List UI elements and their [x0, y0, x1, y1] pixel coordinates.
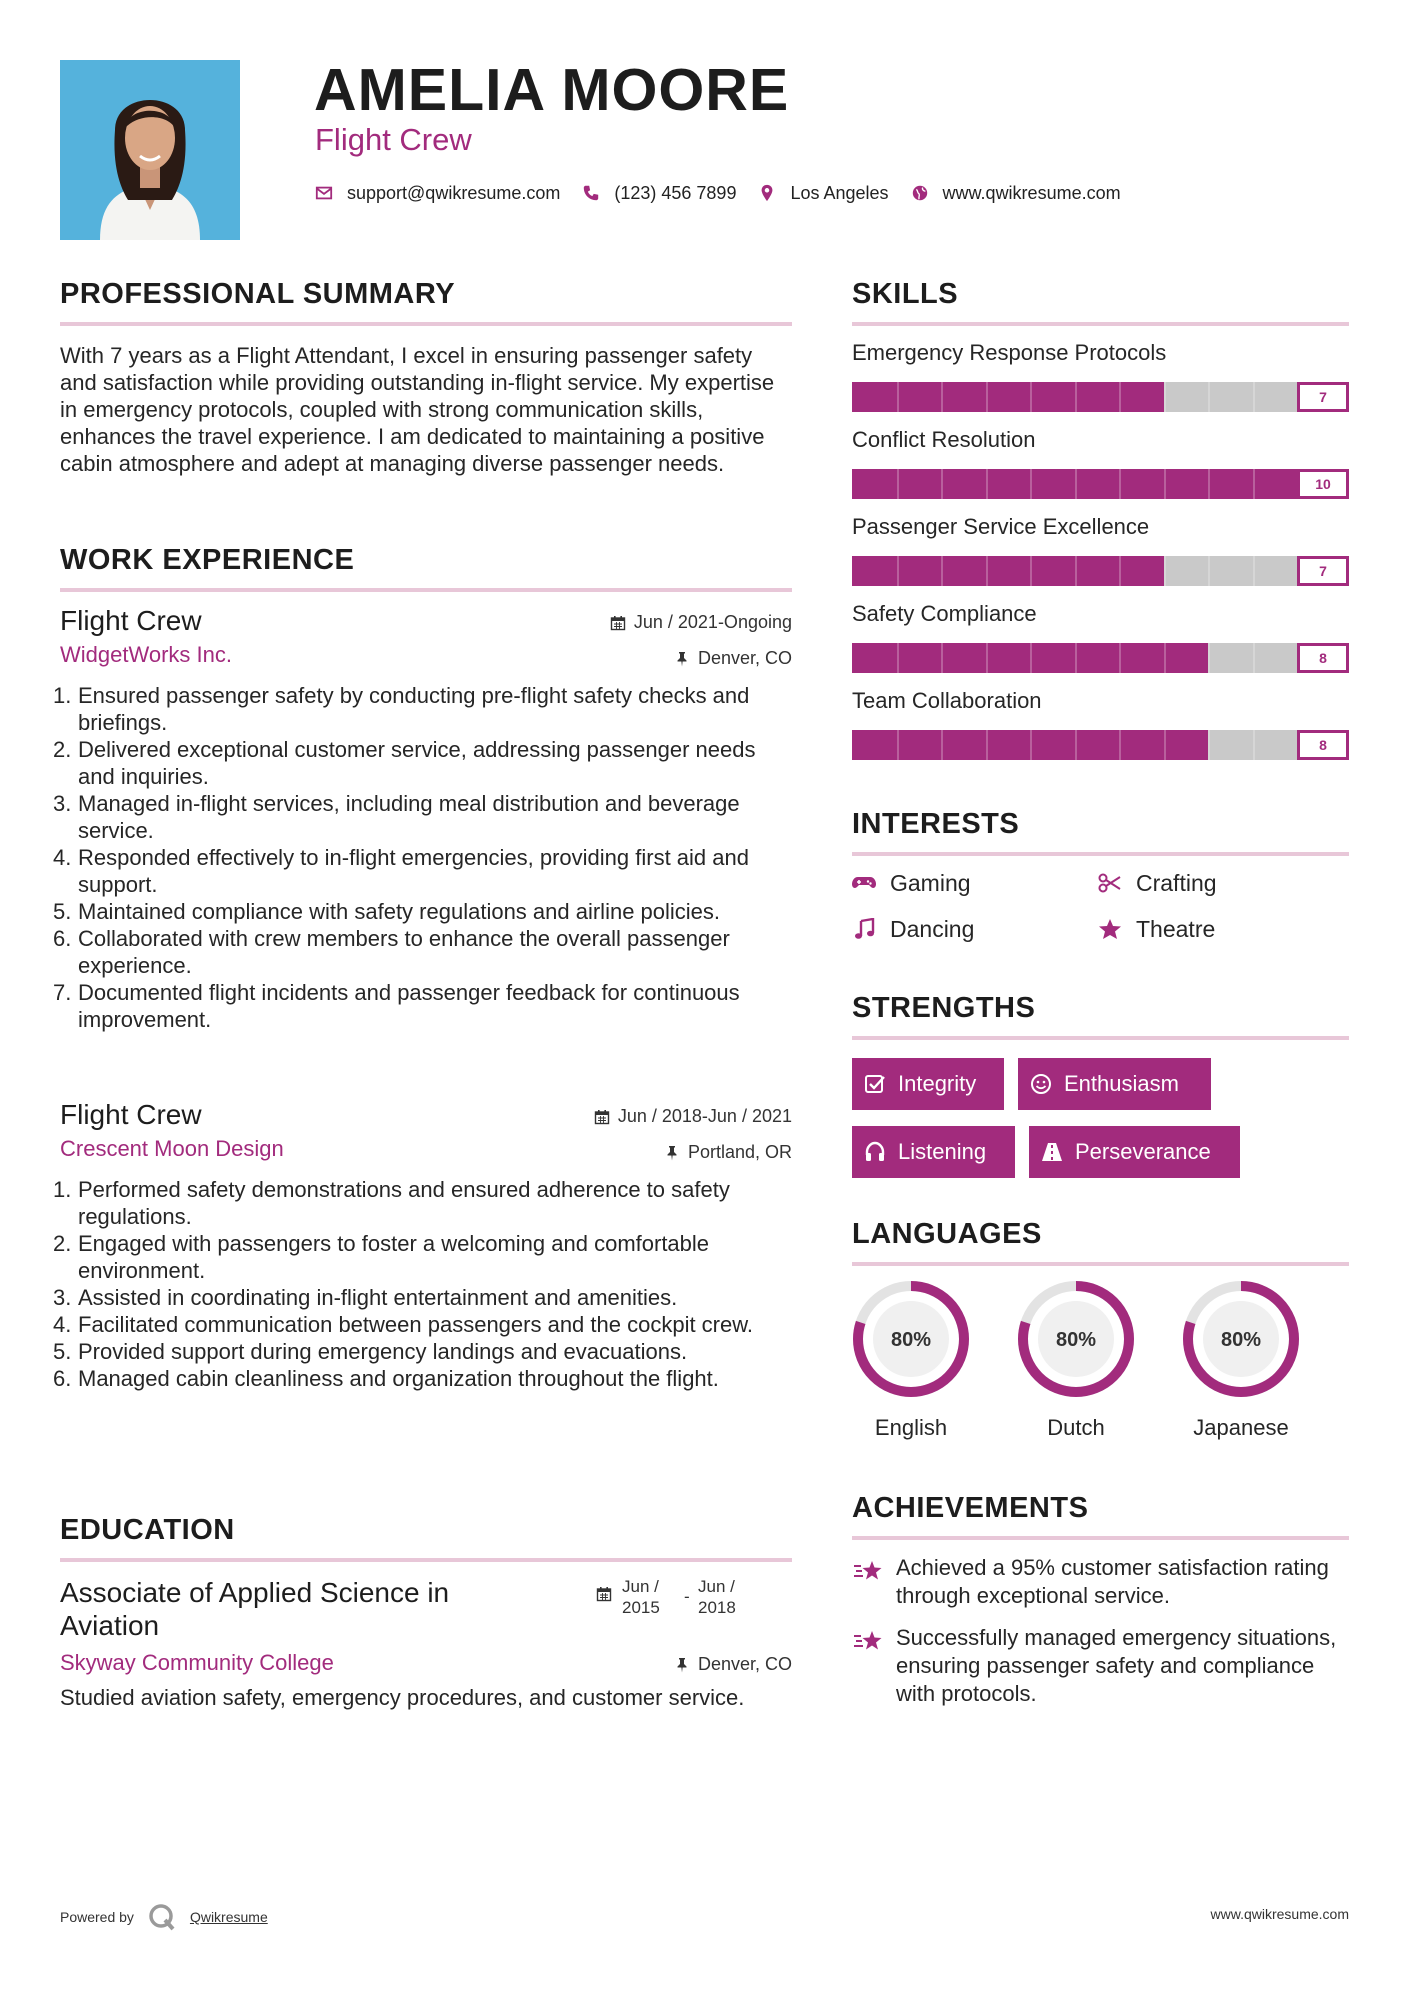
job-location	[674, 648, 792, 669]
skills-section	[852, 276, 1349, 326]
education-start-date: Jun / 2015	[622, 1577, 660, 1617]
job-dates	[610, 612, 792, 633]
list-item: 1. Performed safety demonstrations and ensured adherence to safety regulations.	[53, 1177, 730, 1229]
skill-bar-segment	[1208, 556, 1210, 586]
skill-bar-segment	[1164, 730, 1166, 760]
skill-bar-segment	[1164, 556, 1166, 586]
list-item: 4. Responded effectively to in-flight emergencies, providing first aid and support.	[53, 845, 749, 897]
list-item: 5. Provided support during emergency landings and evacuations.	[53, 1339, 688, 1364]
skill-level-badge: 7	[1297, 382, 1349, 412]
list-item: 5. Maintained compliance with safety regulations and airline policies.	[53, 899, 721, 924]
skill-name: Passenger Service Excellence	[852, 514, 1150, 539]
skill-bar-segment	[1030, 469, 1032, 499]
qwikresume-logo-icon	[148, 1903, 176, 1931]
job-company: WidgetWorks Inc.	[60, 642, 232, 667]
pushpin-icon	[674, 651, 690, 667]
achievements-section	[852, 1490, 1349, 1540]
section-title: EDUCATION	[60, 1514, 235, 1546]
skill-bar-track	[852, 382, 1297, 412]
language-name: English	[874, 1415, 948, 1440]
list-item: 6. Collaborated with crew members to enhance the overall passenger experience.	[53, 926, 730, 978]
skill-bar-segment	[1075, 469, 1077, 499]
education-dates	[596, 1576, 758, 1618]
skill-bar-segment	[897, 730, 899, 760]
job-dates-text: Jun / 2021-Ongoing	[633, 612, 792, 632]
language-ring	[850, 1278, 972, 1400]
contact-email-text: support@qwikresume.com	[347, 182, 561, 203]
skill-bar-segment	[1208, 382, 1210, 412]
list-item: 3. Managed in-flight services, including meal distribution and beverage service.	[53, 791, 740, 843]
strength-label: Integrity	[898, 1071, 977, 1096]
list-item: 4. Facilitated communication between passengers and the cockpit crew.	[53, 1312, 754, 1337]
contact-bar	[315, 178, 1143, 208]
powered-by-label: Powered by	[60, 1909, 134, 1925]
skill-bar-fill	[852, 556, 1164, 586]
skill-bar-segment	[1164, 469, 1166, 499]
skill-bar-segment	[897, 469, 899, 499]
school-name: Skyway Community College	[60, 1650, 334, 1675]
strength-badge	[852, 1126, 1015, 1178]
skill-bar-segment	[941, 643, 943, 673]
skill-name: Team Collaboration	[852, 688, 1042, 713]
languages-section	[852, 1216, 1349, 1266]
section-divider	[60, 1558, 792, 1562]
job-bullets	[53, 1176, 792, 1392]
language-item	[850, 1278, 972, 1442]
interest-item	[1098, 914, 1215, 944]
skill-bar-track	[852, 556, 1297, 586]
date-separator: -	[684, 1587, 690, 1606]
pushpin-icon	[664, 1145, 680, 1161]
job-title: Flight Crew	[60, 1099, 202, 1130]
strengths-section	[852, 990, 1349, 1040]
skill-bar-segment	[941, 382, 943, 412]
job-title: Flight Crew	[60, 605, 202, 636]
envelope-icon	[315, 184, 333, 202]
skill-bar-segment	[1164, 643, 1166, 673]
skill-bar-segment	[986, 382, 988, 412]
calendar-icon	[610, 615, 626, 631]
skill-bar-segment	[1119, 382, 1121, 412]
contact-website-text: www.qwikresume.com	[942, 182, 1121, 203]
skill-bar-segment	[1075, 643, 1077, 673]
list-item: 1. Ensured passenger safety by conducting pre-flight safety checks and briefings.	[53, 683, 750, 735]
education-section	[60, 1512, 792, 1562]
map-pin-icon	[758, 184, 776, 202]
achievement-item	[852, 1624, 1349, 1708]
skill-bar-segment	[1075, 556, 1077, 586]
skill-bar-segment	[1208, 469, 1210, 499]
job-location	[664, 1142, 792, 1163]
skill-bar-segment	[1119, 556, 1121, 586]
section-divider	[852, 1536, 1349, 1540]
job-entry	[53, 604, 792, 1033]
skill-bar-segment	[1208, 730, 1210, 760]
skill-bar-segment	[1075, 730, 1077, 760]
achievement-item	[852, 1554, 1349, 1610]
language-percent: 80%	[890, 1329, 932, 1351]
job-dates	[594, 1106, 792, 1127]
education-location-text: Denver, CO	[697, 1654, 792, 1674]
calendar-icon	[594, 1109, 610, 1125]
interest-label: Theatre	[1136, 916, 1216, 942]
contact-phone-text: (123) 456 7899	[614, 182, 737, 203]
contact-location-text: Los Angeles	[790, 182, 889, 203]
skill-bar-segment	[1253, 730, 1255, 760]
brand-link[interactable]: Qwikresume	[189, 1909, 268, 1925]
achievement-text: Achieved a 95% customer satisfaction rating through exceptional service.	[896, 1555, 1329, 1608]
education-description: Studied aviation safety, emergency procedures, and customer service.	[60, 1685, 745, 1710]
language-name: Dutch	[1047, 1415, 1105, 1440]
phone-icon	[582, 184, 600, 202]
education-location	[674, 1654, 792, 1675]
interest-item	[852, 914, 974, 944]
section-divider	[60, 322, 792, 326]
strength-badge	[1018, 1058, 1211, 1110]
summary-text: With 7 years as a Flight Attendant, I excel in ensuring passenger safety and satisfaction while providing outstanding in-flight service. My expertise in emergency protocols, coupled with strong communication skills, enhances the travel experience. I am dedicated to maintaining a positive cabin atmosphere and adept at managing diverse passenger needs.	[60, 343, 775, 476]
achievement-text: Successfully managed emergency situations, ensuring passenger safety and compliance with protocols.	[896, 1625, 1337, 1706]
skill-item	[852, 338, 1349, 405]
skill-bar-segment	[1119, 469, 1121, 499]
job-entry	[53, 1098, 792, 1392]
skill-bar-fill	[852, 382, 1164, 412]
contact-email[interactable]	[315, 183, 560, 204]
skill-bar-segment	[941, 469, 943, 499]
language-name: Japanese	[1193, 1415, 1289, 1440]
profile-photo	[60, 60, 240, 240]
section-divider	[852, 1262, 1349, 1266]
skill-level-badge: 7	[1297, 556, 1349, 586]
skill-item	[852, 512, 1349, 579]
interest-label: Dancing	[890, 916, 975, 942]
skill-bar-track	[852, 469, 1297, 499]
skill-bar-segment	[941, 556, 943, 586]
calendar-icon	[596, 1586, 612, 1602]
section-title: ACHIEVEMENTS	[852, 1492, 1089, 1524]
education-entry	[60, 1576, 792, 1711]
skill-bar-segment	[1030, 643, 1032, 673]
road-icon	[1041, 1141, 1063, 1163]
skill-item	[852, 425, 1349, 492]
skill-bar-segment	[1253, 382, 1255, 412]
footer-website-link[interactable]: www.qwikresume.com	[1210, 1906, 1349, 1922]
contact-location	[758, 183, 888, 204]
candidate-role: Flight Crew	[315, 122, 472, 157]
section-divider	[852, 1036, 1349, 1040]
skill-bar-segment	[897, 556, 899, 586]
contact-website[interactable]	[911, 183, 1121, 204]
section-title: INTERESTS	[852, 808, 1020, 840]
list-item: 2. Engaged with passengers to foster a welcoming and comfortable environment.	[53, 1231, 710, 1283]
strength-badge	[1029, 1126, 1240, 1178]
skill-bar-track	[852, 643, 1297, 673]
list-item: 3. Assisted in coordinating in-flight entertainment and amenities.	[53, 1285, 678, 1310]
language-item	[1015, 1278, 1137, 1442]
gamepad-icon	[852, 872, 878, 894]
language-ring	[1015, 1278, 1137, 1400]
footer-powered-by	[60, 1903, 268, 1931]
skill-name: Safety Compliance	[852, 601, 1037, 626]
skill-name: Emergency Response Protocols	[852, 340, 1167, 365]
smile-icon	[1030, 1073, 1052, 1095]
list-item: 6. Managed cabin cleanliness and organization throughout the flight.	[53, 1366, 719, 1391]
globe-icon	[911, 184, 929, 202]
shooting-star-icon	[852, 1628, 884, 1656]
candidate-name: AMELIA MOORE	[314, 57, 790, 123]
skill-bar-segment	[1075, 382, 1077, 412]
section-title: STRENGTHS	[852, 992, 1036, 1024]
headphones-icon	[864, 1141, 886, 1163]
job-dates-text: Jun / 2018-Jun / 2021	[617, 1106, 792, 1126]
job-bullets	[53, 682, 792, 1033]
strength-label: Enthusiasm	[1064, 1071, 1179, 1096]
skill-bar-segment	[1030, 730, 1032, 760]
job-location-text: Denver, CO	[697, 648, 792, 668]
skill-level-badge: 8	[1297, 643, 1349, 673]
section-divider	[852, 322, 1349, 326]
skill-bar-segment	[1119, 730, 1121, 760]
list-item: 2. Delivered exceptional customer service, addressing passenger needs and inquiries.	[53, 737, 756, 789]
shooting-star-icon	[852, 1558, 884, 1586]
education-end-date: Jun / 2018	[698, 1577, 736, 1617]
skill-bar-segment	[1253, 556, 1255, 586]
check-square-icon	[864, 1073, 886, 1095]
skill-bar-segment	[986, 643, 988, 673]
skill-item	[852, 599, 1349, 666]
job-location-text: Portland, OR	[687, 1142, 792, 1162]
skill-bar-segment	[1030, 382, 1032, 412]
language-item	[1180, 1278, 1302, 1442]
skill-item	[852, 686, 1349, 753]
skill-bar-segment	[1164, 382, 1166, 412]
section-title: LANGUAGES	[852, 1218, 1042, 1250]
job-company: Crescent Moon Design	[60, 1136, 284, 1161]
skill-bar-segment	[1030, 556, 1032, 586]
degree-title: Associate of Applied Science in Aviation	[60, 1577, 450, 1641]
skill-bar-segment	[941, 730, 943, 760]
star-icon	[1098, 918, 1124, 940]
skill-bar-segment	[1119, 643, 1121, 673]
strength-label: Listening	[898, 1139, 987, 1164]
interest-item	[852, 868, 971, 898]
contact-phone[interactable]	[582, 183, 736, 204]
music-note-icon	[852, 918, 878, 940]
skill-bar-segment	[1253, 469, 1255, 499]
skill-bar-segment	[897, 643, 899, 673]
skill-bar-segment	[986, 730, 988, 760]
list-item: 7. Documented flight incidents and passenger feedback for continuous improvement.	[53, 980, 740, 1032]
skill-bar-segment	[897, 382, 899, 412]
section-divider	[60, 588, 792, 592]
skill-bar-track	[852, 730, 1297, 760]
interest-item	[1098, 868, 1217, 898]
skill-bar-segment	[986, 556, 988, 586]
section-divider	[852, 852, 1349, 856]
avatar	[60, 60, 240, 240]
language-ring	[1180, 1278, 1302, 1400]
interest-label: Gaming	[890, 870, 971, 896]
interests-section	[852, 806, 1349, 856]
section-title: SKILLS	[852, 278, 959, 310]
language-percent: 80%	[1220, 1329, 1262, 1351]
section-title: WORK EXPERIENCE	[60, 544, 355, 576]
skill-level-badge: 10	[1297, 469, 1349, 499]
summary-section	[60, 276, 792, 477]
scissors-icon	[1098, 872, 1124, 894]
experience-section	[60, 542, 792, 592]
section-title: PROFESSIONAL SUMMARY	[60, 278, 456, 310]
interest-label: Crafting	[1136, 870, 1217, 896]
strength-label: Perseverance	[1075, 1139, 1211, 1164]
skill-bar-segment	[1208, 643, 1210, 673]
language-percent: 80%	[1055, 1329, 1097, 1351]
strength-badge	[852, 1058, 1004, 1110]
skill-name: Conflict Resolution	[852, 427, 1036, 452]
pushpin-icon	[674, 1657, 690, 1673]
skill-bar-segment	[1253, 643, 1255, 673]
skill-level-badge: 8	[1297, 730, 1349, 760]
skill-bar-segment	[986, 469, 988, 499]
